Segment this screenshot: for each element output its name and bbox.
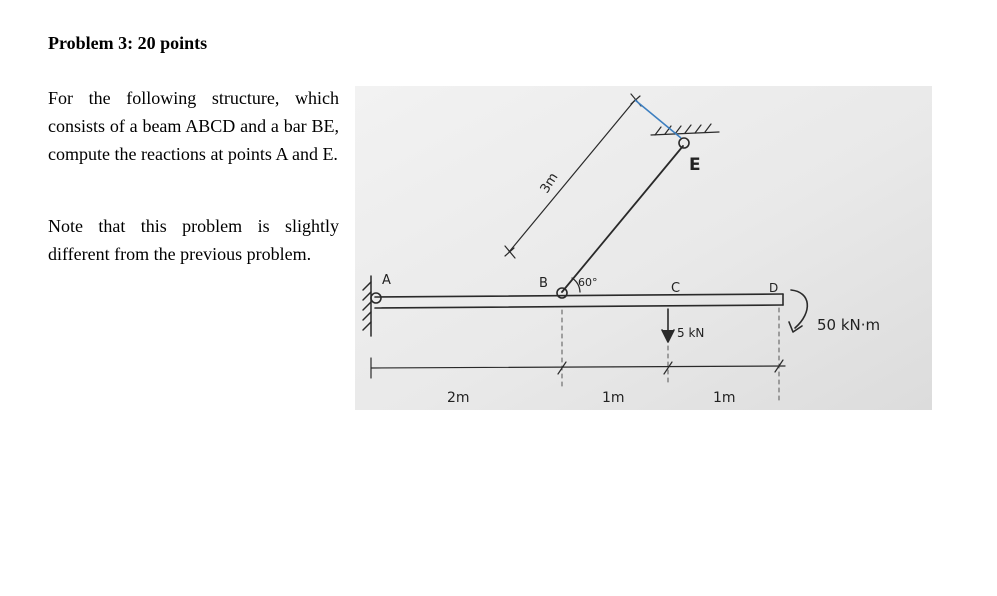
label-d: D (769, 281, 779, 295)
label-e: E (689, 155, 701, 175)
problem-title: Problem 3: 20 points (48, 33, 208, 53)
label-dim-bc: 1m (602, 390, 625, 406)
label-load: 5 kN (677, 326, 705, 340)
problem-note: Note that this problem is slightly different from the previous problem. (48, 216, 339, 264)
problem-statement: For the following structure, which consists of a beam ABCD and a bar BE, compute the reactions at points A and E. (48, 88, 339, 164)
label-b: B (539, 276, 548, 291)
structure-figure (355, 86, 932, 410)
label-c: C (671, 281, 681, 296)
label-dim-ab: 2m (447, 390, 470, 406)
paper-background (355, 86, 932, 410)
label-angle: 60° (578, 276, 598, 289)
label-bar-length: 3m (537, 170, 562, 197)
structure-diagram (355, 86, 932, 410)
label-dim-cd: 1m (713, 390, 736, 406)
label-moment: 50 kN·m (817, 316, 881, 334)
label-a: A (382, 273, 391, 288)
